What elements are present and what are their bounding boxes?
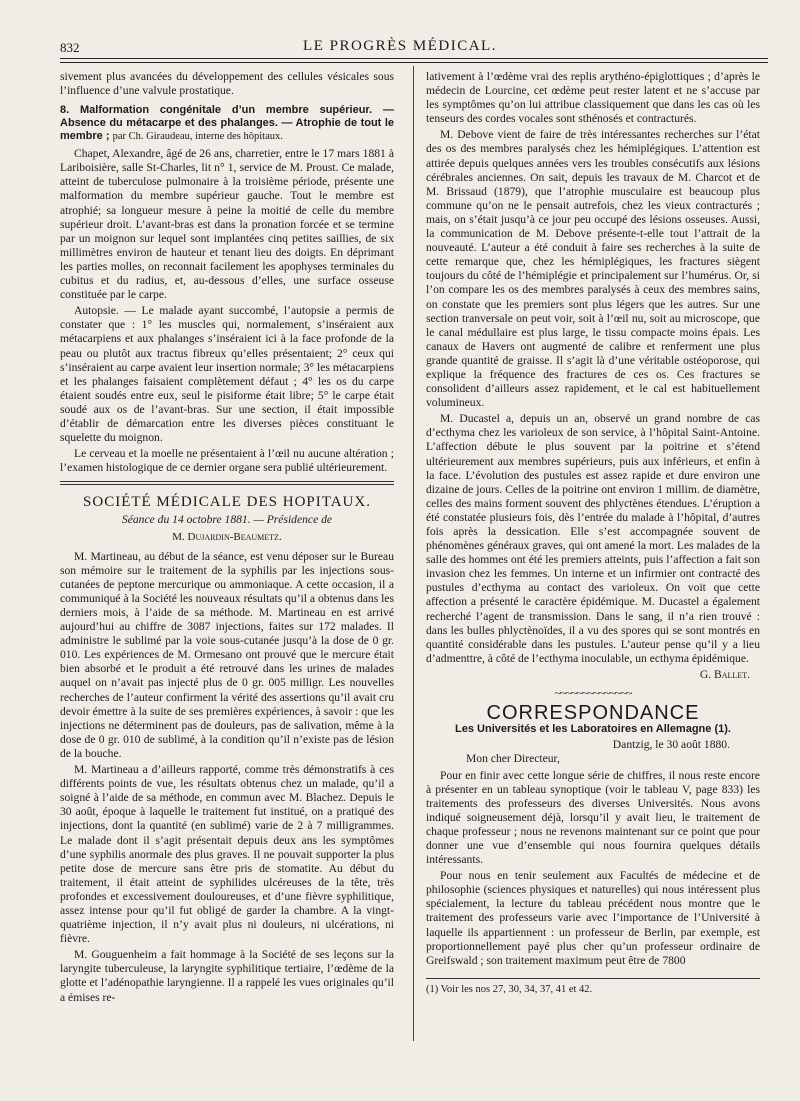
footnote-rule [426, 978, 760, 979]
section-rule [60, 481, 394, 482]
footnote: (1) Voir les nos 27, 30, 34, 37, 41 et 42. [426, 983, 593, 995]
article-heading [60, 104, 394, 143]
article-author: par Ch. Giraudeau, interne des hôpitaux. [112, 131, 283, 143]
seance-line: Séance du 14 octobre 1881. — Présidence de [121, 513, 333, 527]
continuation-paragraph: sivement plus avancées du développement des cellules vésicales sous l’influence d’une valvule prostatique. [60, 70, 394, 98]
signature: G. Ballet. [699, 667, 750, 681]
report-paragraph: M. Ducastel a, depuis un an, observé un grand nombre de cas d’ecthyma chez les varioleux de son service, à l’hôpital Saint-Antoine. L’affection débute le plus souvent par la poitrine et s’étend ultérieurement aux membres supérieurs, puis aux inférieurs, et enfin à la face. L’évolution des pustules est assez rapide et dure environ une dizaine de jours. Celles de la poitrine ont environ 1 millim. de diamètre, celles des mains forment souvent des phlyctènes étendues. L’éruption a été constatée plusieurs fois, dès l’entrée du malade à l’hôpital, d’autres fois après la dessication. Elle s’est accompagnée souvent de phénomènes généraux graves, qui ont amené la mort. Les malades de la salle des hommes ont été les premiers atteints, puis l’affection a fait son invasion chez les femmes. Un interne et un infirmier ont contracté des pustules d’ecthyma au contact des varioleux. On voit que cette affection a présenté le caractère épidémique. M. Ducastel a également recherché l’agent de transmission. Dans le sang, il n’a rien trouvé : dans les bulles phlyctènoïdes, il a vu des spores qui se sont montrés en quantité considérable dans les pustules. L’auteur pense qu’il y a lieu d’admenttre, à côté de l’ecthyma inoculable, un ecthyma épidémique. [426, 412, 760, 665]
correspondance-subtitle: Les Universités et les Laboratoires en Allemagne (1). [455, 723, 731, 736]
section-rule [60, 484, 394, 485]
article-paragraph: Le cerveau et la moelle ne présentaient à l’œil nu aucune altération ; l’examen histologique de ce dernier organe sera publié ultérieurement. [60, 447, 394, 475]
society-paragraph: M. Martineau a d’ailleurs rapporté, comme très démonstratifs à ces différents points de vue, les résultats obtenus chez un malade, qu’il a soigné à l’aide de sa méthode, en commun avec M. Blachez. Depuis le 30 août, époque à laquelle le traitement fut institué, on a pratiqué des injections, dont la quantité (en sublimé) varie de 2 à 7 milligrammes. Le malade dont il s’agit présentait depuis deux ans les symptômes d’une syphilis anormale des plus graves. Il ne pouvait supporter la plus petite dose de mercure sans être pris de stomatite. Au début du traitement, il était atteint de syphilides ulcéreuses de la tête, très profondes et excessivement douloureuses, et d’une fièvre syphilitique, assez intense pour qu’il fut obligé de garder la chambre. A la vingt-quatrième injection, il n’y avait plus ni douleurs, ni ulcérations, ni fièvre. [60, 763, 394, 946]
society-paragraph: M. Martineau, au début de la séance, est venu déposer sur le Bureau son mémoire sur le traitement de la syphilis par les injections sous-cutanées de peptone mercurique ou ammoniaque. A cette occasion, il a communiqué à la Société les nouveaux résultats qu’il a obtenus dans les derniers mois, à l’aide de sa méthode. M. Martineau en est arrivé aujourd’hui au chiffre de 3087 injections, faites sur 172 malades. Il administre le sublimé par la voie sous-cutanée jusqu’à la dose de 0 gr. 010. Les expériences de M. Ormesano ont prouvé que le mercure était bien absorbé et le produit a été retrouvé dans les urines de malades auquel on n’avait pas injecté plus de 0 gr. 005 milligr. Les nouvelles recherches de l’auteur confirment la vérité des assertions qu’il avait cru devoir émettre à la suite de ses premières expériences, à savoir : que les injections ne déterminent pas de douleurs, pas de salivation, même à la dose de 0 gr. 010 de sublimé, à la condition qu’il n’existe pas de lésion de la bouche. [60, 549, 394, 760]
continuation-paragraph: lativement à l’œdème vrai des replis arythéno-épiglottiques ; d’après le médecin de Lourcine, cet œdème peut rester latent et ne s’accuse par les symptômes qu’on lui attribue classiquement que dans les cas où les tenseurs des cordes vocales sont sthénosés et contracturés. [426, 70, 760, 126]
president-line: M. Dujardin-Beaumetz. [172, 530, 282, 543]
correspondance-title: CORRESPONDANCE [486, 702, 700, 725]
society-title: SOCIÉTÉ MÉDICALE DES HOPITAUX. [83, 494, 371, 511]
header-rule [60, 58, 768, 59]
column-divider [413, 66, 414, 1041]
ornament-divider: ~~~~~~~~~~~~~~ [554, 686, 632, 701]
journal-title: LE PROGRÈS MÉDICAL. [303, 38, 497, 54]
dateline: Dantzig, le 30 août 1880. [612, 738, 730, 752]
header-rule-double [60, 62, 768, 63]
report-paragraph: M. Debove vient de faire de très intéressantes recherches sur l’état des os des membres paralysés chez les hémiplégiques. L’attention est attirée depuis quelques années vers les troubles consécutifs aux lésions cérébrales anciennes. On sait, depuis les travaux de M. Charcot et de M. Brissaud (1879), que l’atrophie musculaire est beaucoup plus commune qu’on ne le pensait autrefois, chez les vieux contracturés ; mais, on s’était jusqu’à ce jour peu occupé des lésions osseuses. Aussi, la communication de M. Debove présente-t-elle tout l’attrait de la nouveauté. L’auteur a été conduit à faire ses recherches à la suite de cette remarque que, chez les hémiplégiques, les fractures siègent toujours du côté de l’hémiplégie et principalement sur l’humérus. Or, si l’on compare les os des membres paralysés à ceux des membres sains, on constate que les premiers sont plus légers que les autres. Sur une section tranversale on peut voir, soit à l’œil nu, soit au microscope, que le canal médullaire est plus large, le tissu compacte moins épais. Les canaux de Havers ont augmenté de calibre et renferment une plus grande quantité de graisse. Il s’agit là d’une véritable ostéoporose, qui explique la fréquence des fractures de ces os. Ces fractures se consolident d’ailleurs assez rapidement, et le cal est habituellement volumineux. [426, 128, 760, 410]
letter-paragraph: Pour nous en tenir seulement aux Facultés de médecine et de philosophie (sciences physiques et naturelles) qui nous intéressent plus spécialement, la lecture du tableau précédent nous montre que le traitement des professeurs varie avec l’importance de l’Université à laquelle ils appartiennent : un professeur de Berlin, par exemple, est proportionnellement payé plus cher qu’un professeur ordinaire de Greifswald ; son traitement maximum peut être de 7800 [426, 869, 760, 967]
society-paragraph: M. Gouguenheim a fait hommage à la Société de ses leçons sur la laryngite tuberculeuse, la laryngite syphilitique tertiaire, l’œdème de la glotte et l’adénopathie laryngienne. Il a rappelé les vues originales qu’il a émises re- [60, 948, 394, 1004]
right-column [426, 70, 760, 999]
article-paragraph: Chapet, Alexandre, âgé de 26 ans, charretier, entre le 17 mars 1881 à Lariboisière, salle St-Charles, lit n° 1, service de M. Proust. Ce malade, atteint de tuberculose pulmonaire à la troisième période, présente une malformation du membre supérieur gauche. Tout le membre est atrophié; sa longueur mesure à peine la moitié de celle du membre supérieur droit. L’avant-bras est dans la pronation forcée et se termine par un moignon sur lequel sont implantées cinq petites saillies, de six millimètres environ de hauteur et tenant lieu des doigts. En déprimant les parties molles, on reconnait facilement les apophyses terminales du cubitus et du radius, et, au-dessous d’elles, une surface osseuse constituée par le carpe. [60, 147, 394, 302]
left-column [60, 70, 394, 1007]
letter-paragraph: Pour en finir avec cette longue série de chiffres, il nous reste encore à présenter en un tableau synoptique (voir le tableau V, page 833) les traitements des professeurs des diverses Universités. Nous avons indiqué soigneusement déjà, lorsqu’il y avait lieu, le traitement de chaque professeur ; nous ne revenons maintenant sur ce point que pour donner une vue d’ensemble qui nous fournira quelques détails intéressants. [426, 768, 760, 867]
article-title: 8. Malformation congénitale d’un membre supérieur. — Absence du métacarpe et des phalanges. — Atrophie de tout le membre ; [60, 104, 394, 143]
salutation: Mon cher Directeur, [466, 752, 560, 766]
article-paragraph: Autopsie. — Le malade ayant succombé, l’autopsie a permis de constater que : 1° les muscles qui, normalement, s’inséraient aux métacarpiens et aux phalanges s’inséraient ici à la face profonde de la peau ou plutôt aux tractus fibreux qu’elles présentaient; 2° ceux qui s’inséraient au carpe avaient leur insertion normale; 3° les métacarpiens et les phalanges faisaient complètement défaut ; 4° les os du carpe étaient soudés entre eux, seul le pisiforme était libre; 5° le carpe était soudé aux os de l’avant-bras. Sur une section, il était impossible d’établir de démarcation entre les diverses pièces constituant le squelette du moignon. [60, 304, 394, 445]
page-number: 832 [60, 40, 80, 55]
